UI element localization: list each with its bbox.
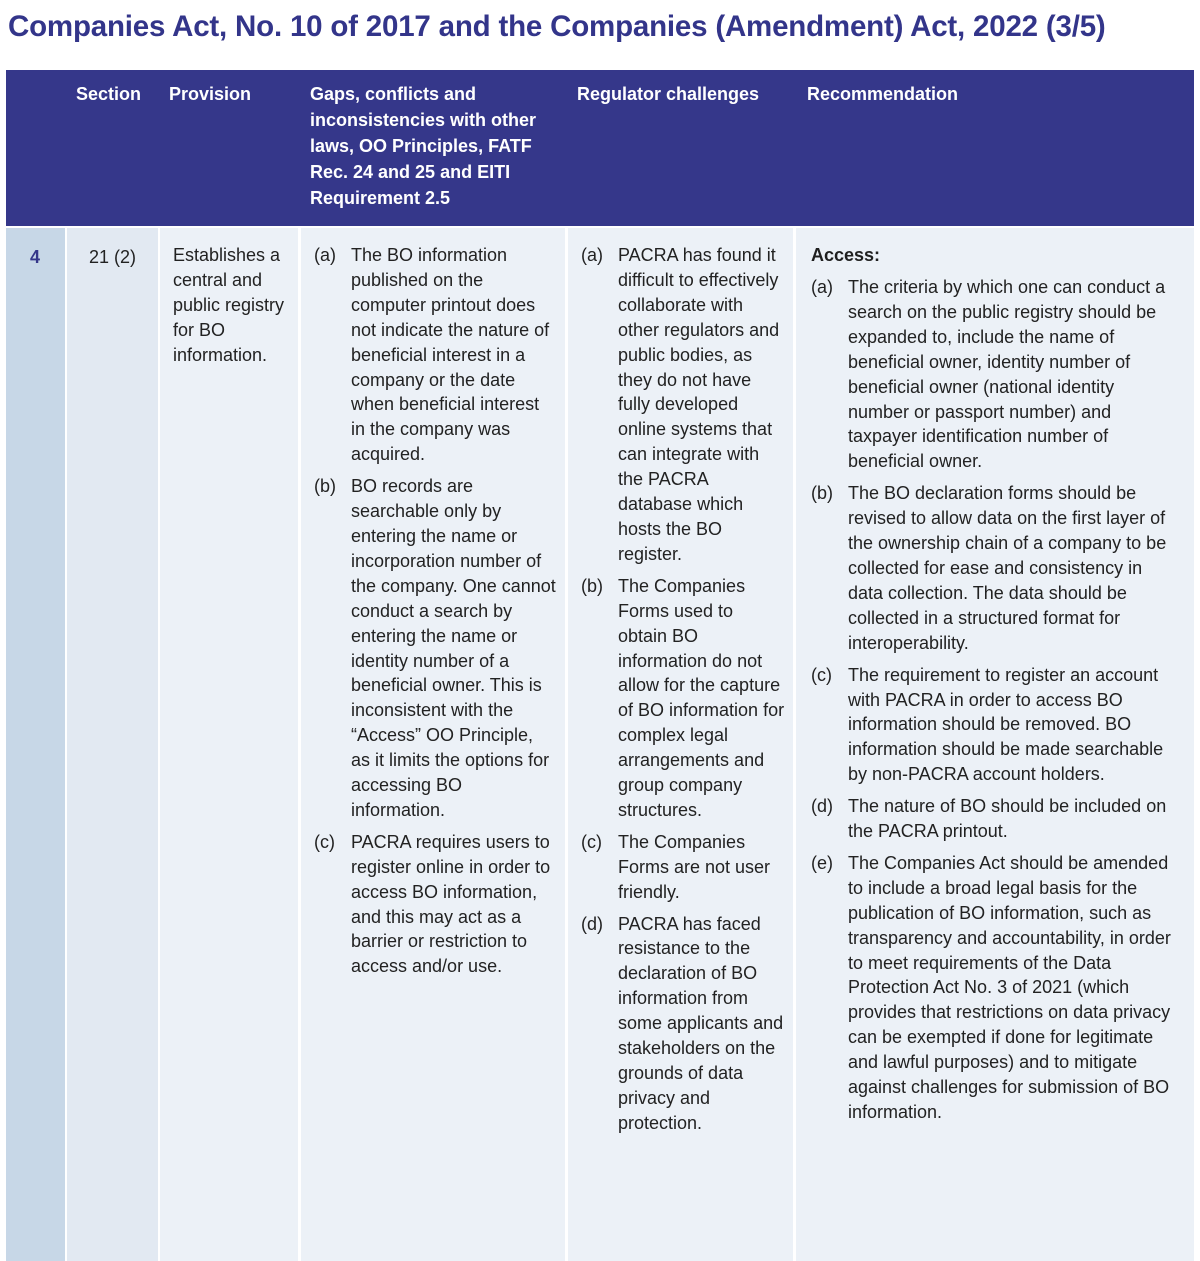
section-value: 21 (2): [89, 247, 137, 267]
gaps-list: [314, 243, 557, 986]
list-item: [581, 912, 786, 1136]
provision-text: Establishes a central and public registry for BO information.: [173, 245, 285, 365]
list-item: [314, 474, 557, 823]
item-label: (b): [581, 575, 603, 596]
row-number-cell: [6, 228, 65, 1261]
table-header-row: [6, 70, 1194, 226]
legal-gaps-table: [6, 70, 1194, 1261]
item-label: (a): [811, 277, 833, 297]
item-text: PACRA has found it difficult to effectively collaborate with other regulators and public bodies, as they do not have fully developed online systems that can integrate with the PACRA database which hosts the BO register.: [618, 245, 780, 564]
item-label: (b): [314, 476, 336, 497]
header-section: Section: [76, 84, 142, 104]
page-title: Companies Act, No. 10 of 2017 and the Companies (Amendment) Act, 2022 (3/5): [8, 10, 1106, 43]
list-item: [811, 481, 1178, 655]
item-label: (c): [581, 831, 602, 852]
item-label: (a): [314, 245, 336, 265]
provision-cell: [160, 228, 298, 1261]
item-label: (d): [811, 796, 833, 817]
item-text: The BO declaration forms should be revised to allow data on the first layer of the ownership chain of a company to be collected for ease and consistency in data collection. The data should be collected in a structured format for interoperability.: [848, 483, 1167, 653]
recommendation-heading: Access:: [811, 245, 881, 265]
header-regulator-challenges: Regulator challenges: [577, 84, 760, 104]
item-text: PACRA requires users to register online in order to access BO information, and this may act as a barrier or restriction to access and/or use.: [351, 831, 551, 977]
item-label: (c): [314, 831, 335, 852]
list-item: [314, 830, 557, 979]
item-text: The Companies Forms used to obtain BO information do not allow for the capture of BO information for complex legal arrangements and group company structures.: [618, 575, 785, 820]
list-item: [811, 794, 1178, 844]
section-cell: [67, 228, 158, 1261]
row-number: 4: [30, 247, 41, 267]
list-item: [811, 851, 1178, 1125]
item-label: (d): [581, 913, 603, 934]
list-item: [811, 663, 1178, 788]
item-text: The requirement to register an account with PACRA in order to access BO information should be removed. BO information should be made searchable by non-PACRA account holders.: [848, 664, 1164, 785]
item-text: PACRA has faced resistance to the declaration of BO information from some applicants and stakeholders on the grounds of data privacy and protection.: [618, 913, 784, 1133]
list-item: [581, 830, 786, 905]
header-gaps: Gaps, conflicts and inconsistencies with other laws, OO Principles, FATF Rec. 24 and 25 and EITI Requirement 2.5: [310, 84, 537, 208]
item-text: The nature of BO should be included on the PACRA printout.: [848, 796, 1167, 842]
item-label: (a): [581, 245, 603, 265]
item-text: The Companies Forms are not user friendly.: [618, 831, 771, 902]
header-provision: Provision: [169, 84, 252, 104]
item-text: The criteria by which one can conduct a search on the public registry should be expanded to, include the name of beneficial owner, identity number of beneficial owner (national identity number or passport number) and taxpayer identification number of beneficial owner.: [848, 277, 1166, 472]
list-item: [581, 243, 786, 567]
item-label: (e): [811, 852, 833, 873]
item-text: The BO information published on the computer printout does not indicate the nature of beneficial interest in a company or the date when beneficial interest in the company was acquired.: [351, 245, 550, 465]
regulator-challenges-list: [581, 243, 786, 1143]
item-text: BO records are searchable only by entering the name or incorporation number of the company. One cannot conduct a search by entering the name or identity number of a beneficial owner. This is inconsistent with the “Access” OO Principle, as it limits the options for accessing BO information.: [351, 476, 556, 820]
list-item: [314, 243, 557, 467]
item-label: (b): [811, 483, 833, 504]
recommendation-list: [811, 275, 1178, 1132]
item-label: (c): [811, 664, 832, 685]
item-text: The Companies Act should be amended to include a broad legal basis for the publication of BO information, such as transparency and accountability, in order to meet requirements of the Data Protection Act No. 3 of 2021 (which provides that restrictions on data privacy can be exempted if done for legitimate and lawful purposes) and to mitigate against challenges for submission of BO information.: [848, 852, 1171, 1122]
list-item: [811, 275, 1178, 474]
list-item: [581, 574, 786, 823]
header-recommendation: Recommendation: [807, 84, 959, 104]
